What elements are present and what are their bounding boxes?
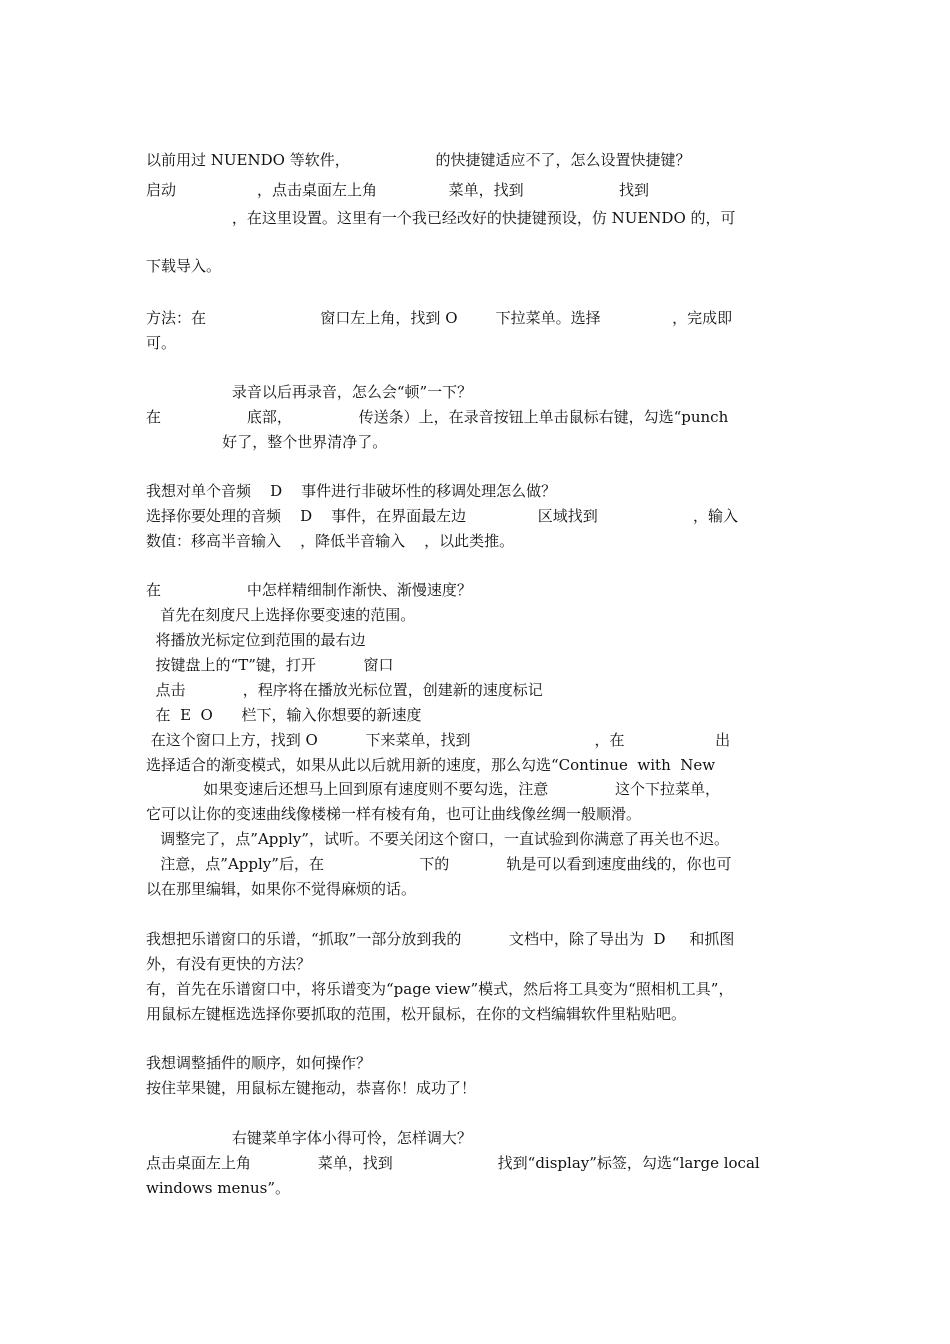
text-line: 右键菜单字体小得可怜，怎样调大？ [146,1129,472,1147]
text-line: 有，首先在乐谱窗口中，将乐谱变为“page view”模式，然后将工具变为“照相机工具”， [146,980,734,998]
text-line: 以前用过 NUENDO 等软件， 的快捷键适应不了，怎么设置快捷键？ [146,151,691,169]
text-line: 调整完了，点”Apply”，试听。不要关闭这个窗口，一直试验到你满意了再关也不迟。 [146,830,729,848]
text-line: 它可以让你的变速曲线像楼梯一样有棱有角，也可让曲线像丝绸一般顺滑。 [146,805,642,823]
text-line: 方法：在 窗口左上角，找到 O 下拉菜单。选择 ，完成即 [146,309,733,327]
text-line: 用鼠标左键框选选择你要抓取的范围，松开鼠标，在你的文档编辑软件里粘贴吧。 [146,1005,687,1023]
text-line: 点击桌面左上角 菜单，找到 找到“display”标签，勾选“large local [146,1154,760,1172]
text-line: 将播放光标定位到范围的最右边 [146,631,366,649]
text-line: 在 底部， 传送条）上，在录音按钮上单击鼠标右键，勾选“punch [146,408,729,426]
text-line: 好了，整个世界清净了。 [146,433,388,451]
text-line: 我想调整插件的顺序，如何操作？ [146,1054,372,1072]
text-line: 注意，点”Apply”后，在 下的 轨是可以看到速度曲线的，你也可 [146,855,732,873]
text-line: 首先在刻度尺上选择你要变速的范围。 [146,606,416,624]
text-line: 选择你要处理的音频 D 事件，在界面最左边 区域找到 ，输入 [146,507,739,525]
text-line: 录音以后再录音，怎么会“顿”一下？ [146,383,473,401]
text-line: 选择适合的渐变模式，如果从此以后就用新的速度，那么勾选“Continue with New [146,756,716,774]
text-line: windows menus”。 [146,1179,291,1197]
text-line: 在这个窗口上方，找到 O 下来菜单，找到 ，在 出 [146,731,731,749]
text-line: 数值：移高半音输入 ，降低半音输入 ，以此类推。 [146,532,515,550]
text-line: 下载导入。 [146,257,222,275]
text-line: 以在那里编辑，如果你不觉得麻烦的话。 [146,880,417,898]
text-line: 点击 ，程序将在播放光标位置，创建新的速度标记 [146,681,543,699]
text-line: 按住苹果键，用鼠标左键拖动，恭喜你！成功了！ [146,1079,477,1097]
text-line: 外，有没有更快的方法？ [146,955,312,973]
text-line: 如果变速后还想马上回到原有速度则不要勾选，注意 这个下拉菜单， [146,780,720,798]
text-line: 按键盘上的“T”键，打开 窗口 [146,656,394,674]
text-line: ，在这里设置。这里有一个我已经改好的快捷键预设，仿 NUENDO 的，可 [146,209,736,227]
text-line: 在 中怎样精细制作渐快、渐慢速度？ [146,581,472,599]
text-line: 启动 ，点击桌面左上角 菜单，找到 找到 [146,181,649,199]
text-line: 我想把乐谱窗口的乐谱，“抓取”一部分放到我的 文档中，除了导出为 D 和抓图 [146,930,735,948]
text-line: 可。 [146,334,177,352]
text-line: 在 E O 栏下，输入你想要的新速度 [146,706,422,724]
text-line: 我想对单个音频 D 事件进行非破坏性的移调处理怎么做？ [146,482,557,500]
